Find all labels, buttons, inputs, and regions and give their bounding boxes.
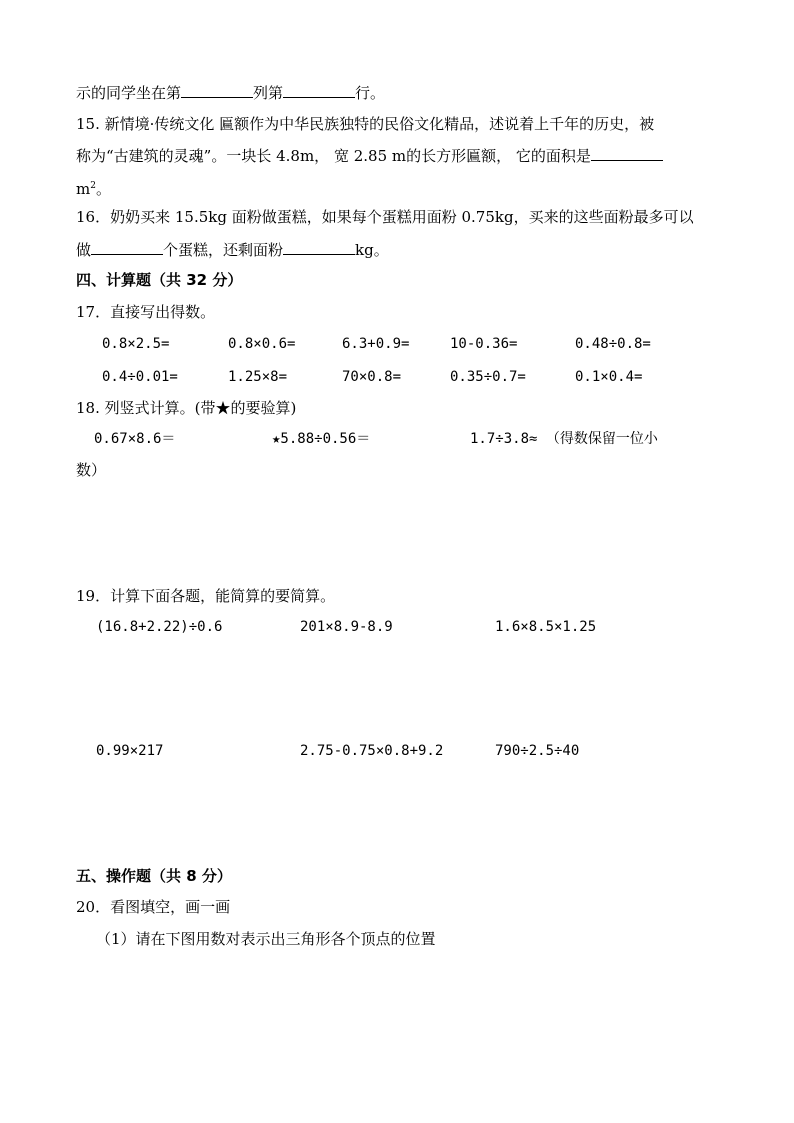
answer-blank[interactable]: [283, 82, 355, 98]
q20-title: 20．看图填空，画一画: [76, 898, 231, 916]
simplify-calc-item: 1.6×8.5×1.25: [495, 619, 597, 635]
q16-line1: 16．奶奶买来 15.5kg 面粉做蛋糕，如果每个蛋糕用面粉 0.75kg，买来的这些面粉最多可以: [76, 208, 694, 226]
q20-sub1: （1）请在下图用数对表示出三角形各个顶点的位置: [96, 930, 436, 948]
answer-blank[interactable]: [181, 82, 253, 98]
answer-blank[interactable]: [283, 239, 355, 255]
oral-calc-item: 0.48÷0.8=: [575, 336, 651, 352]
answer-blank[interactable]: [91, 239, 163, 255]
q15-unit: $m^2$。: [76, 180, 111, 198]
oral-calc-item: 6.3+0.9=: [342, 336, 410, 352]
q18-wrap: 数）: [76, 461, 107, 479]
q15-line1: 15. 新情境·传统文化 匾额作为中华民族独特的民俗文化精品，述说着上千年的历史，被: [76, 115, 655, 133]
vertical-calc-item: 0.67×8.6＝: [94, 431, 176, 447]
q18-title: 18. 列竖式计算。(带★的要验算): [76, 399, 297, 417]
q14-continuation: 示的同学坐在第 列第 行。: [76, 84, 386, 102]
oral-calc-item: 10-0.36=: [450, 336, 518, 352]
oral-calc-item: 0.1×0.4=: [575, 369, 643, 385]
oral-calc-item: 70×0.8=: [342, 369, 402, 385]
simplify-calc-item: 2.75-0.75×0.8+9.2: [300, 743, 444, 759]
q16-line2: 做 个蛋糕，还剩面粉 kg。: [76, 241, 389, 259]
q15-line2: 称为“古建筑的灵魂”。一块长 4.8m， 宽 2.85 m的长方形匾额， 它的面积是: [76, 145, 663, 166]
oral-calc-item: 1.25×8=: [228, 369, 288, 385]
q19-title: 19．计算下面各题，能简算的要简算。: [76, 587, 336, 605]
oral-calc-item: 0.4÷0.01=: [102, 369, 178, 385]
oral-calc-item: 0.8×2.5=: [102, 336, 170, 352]
q17-title: 17．直接写出得数。: [76, 303, 216, 321]
simplify-calc-item: 790÷2.5÷40: [495, 743, 580, 759]
oral-calc-item: 0.35÷0.7=: [450, 369, 526, 385]
simplify-calc-item: 201×8.9-8.9: [300, 619, 393, 635]
simplify-calc-item: 0.99×217: [96, 743, 164, 759]
section-title: 五、操作题（共 8 分）: [76, 867, 232, 885]
section-title: 四、计算题（共 32 分）: [76, 271, 243, 289]
vertical-calc-item: ★5.88÷0.56＝: [272, 431, 371, 447]
answer-blank[interactable]: [591, 145, 663, 161]
vertical-calc-item: 1.7÷3.8≈ （得数保留一位小: [470, 431, 658, 447]
oral-calc-item: 0.8×0.6=: [228, 336, 296, 352]
simplify-calc-item: (16.8+2.22)÷0.6: [96, 619, 223, 635]
